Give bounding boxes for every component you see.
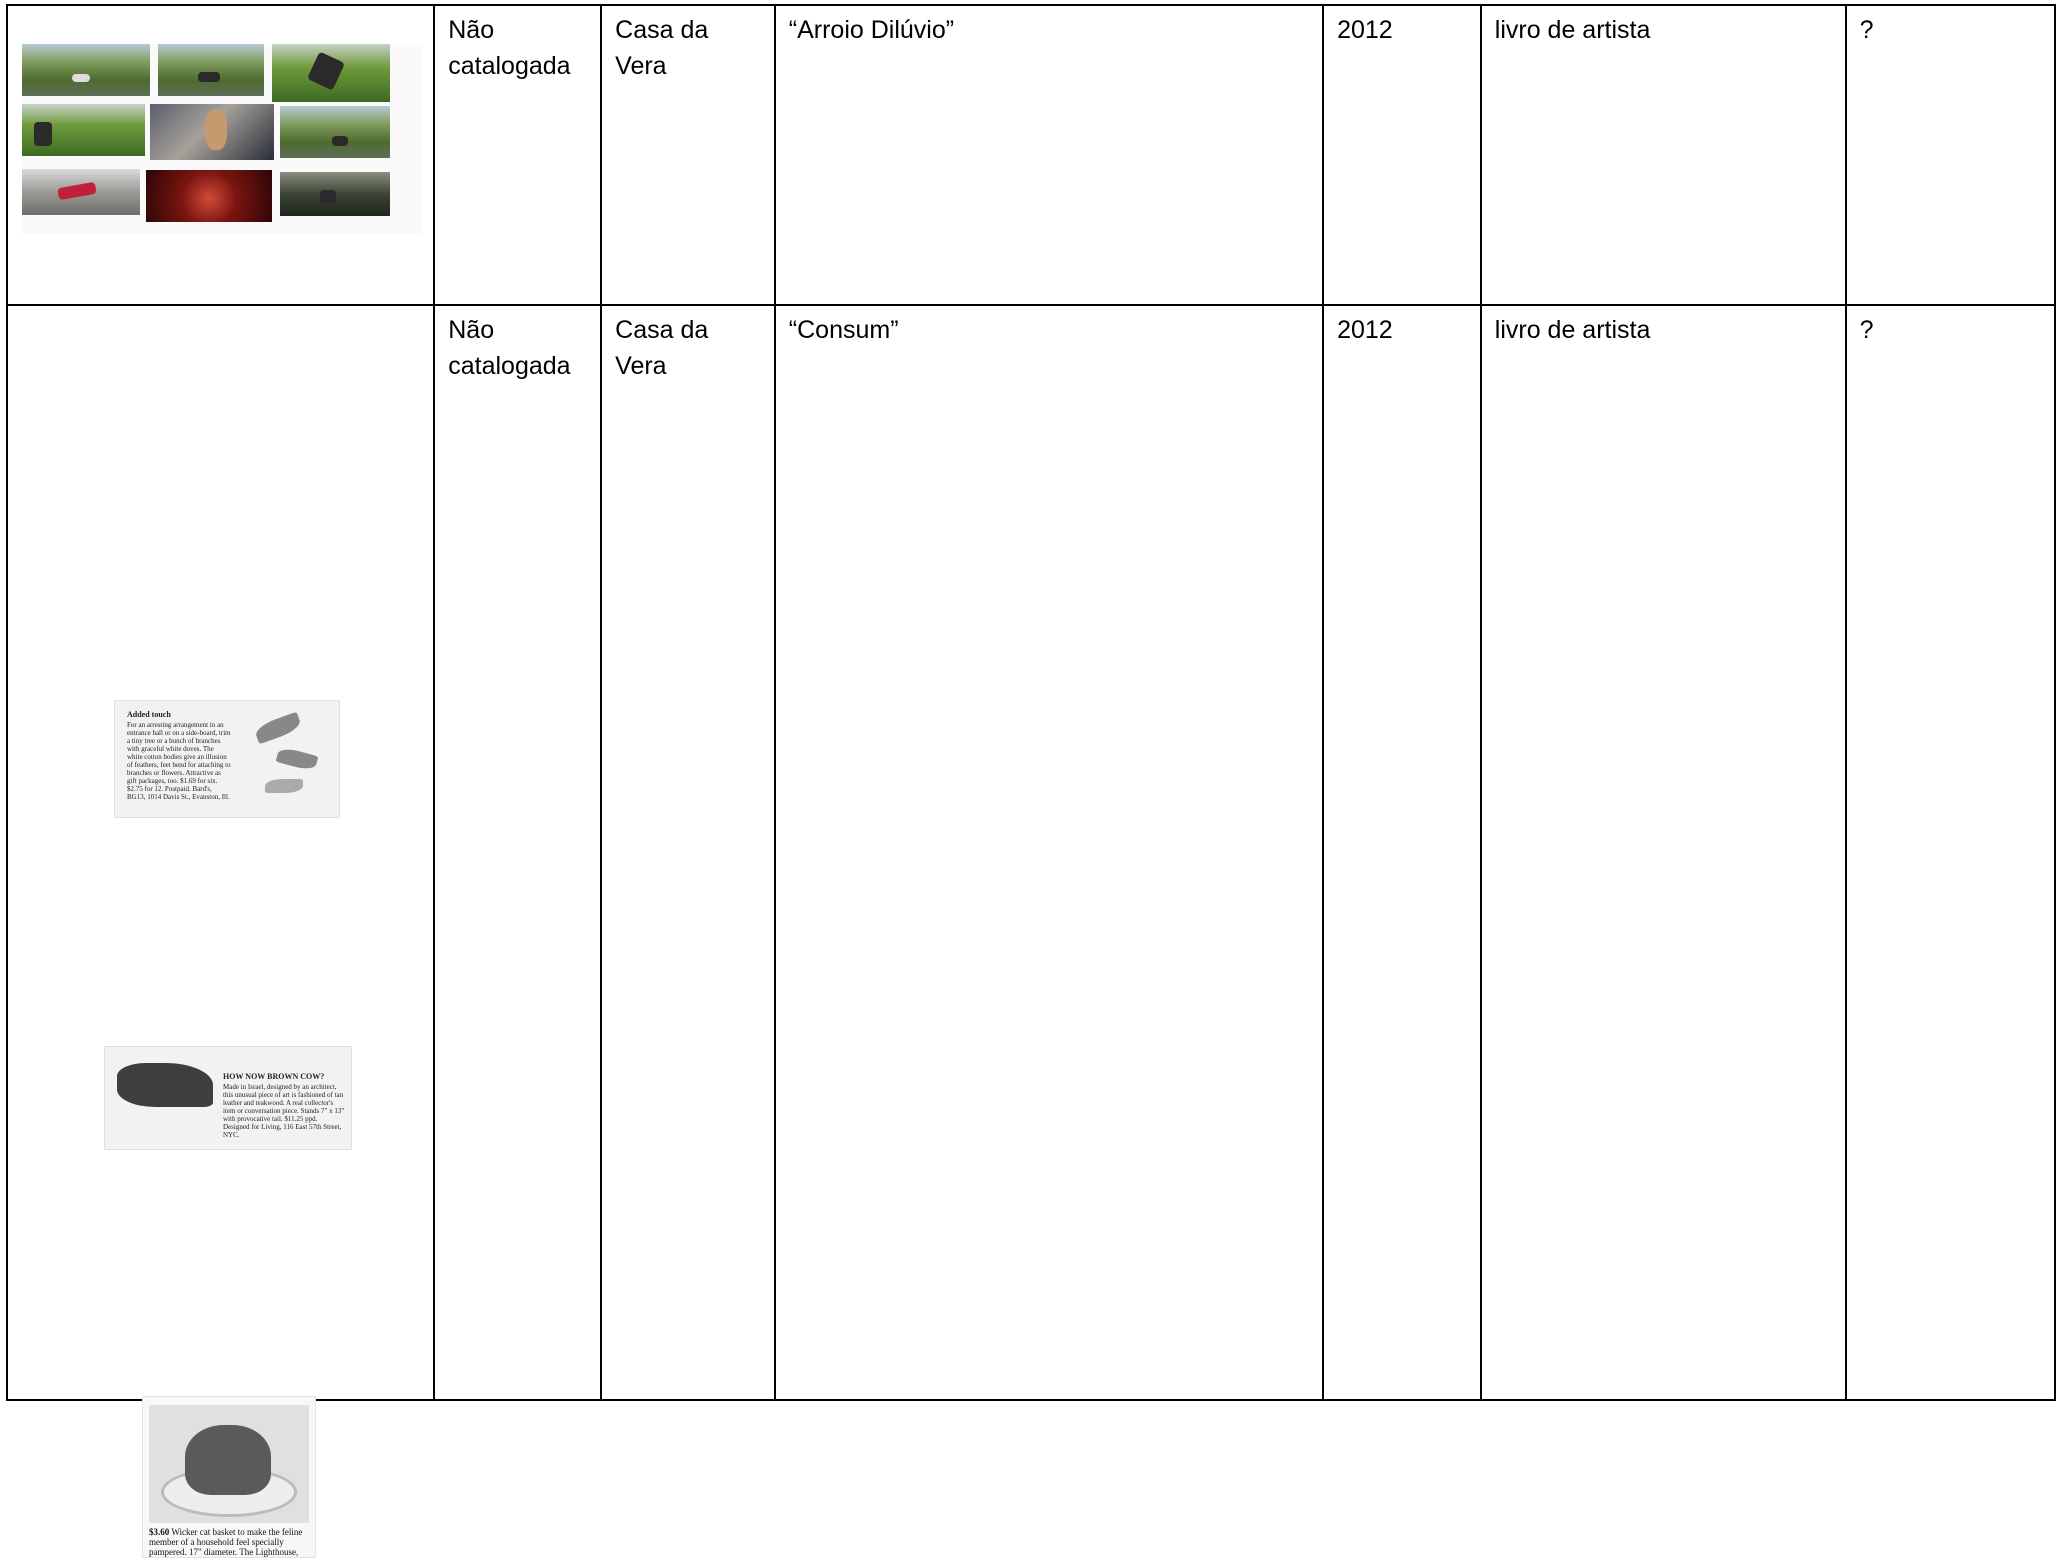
extra-cell: ?	[1846, 5, 2055, 305]
year-cell: 2012	[1323, 305, 1481, 1400]
title-cell: “Arroio Dilúvio”	[775, 5, 1323, 305]
collage-photo	[158, 44, 264, 96]
clipping-text	[149, 1527, 309, 1557]
clipping-text: For an arresting arrangement in an entrance hall or on a side-board, trim a tiny tree or a bunch of branches with graceful white doves. The white cotton bodies give an illusion of feathers, feet bend for attaching to branches or flowers. Attractive as gift packages, too. $1.69 for six. $2.75 for 12. Postpaid. Bard's, BG13, 1014 Davis St., Evanston, Ill.	[127, 721, 231, 801]
title-cell: “Consum”	[775, 305, 1323, 1400]
status-cell: Não catalogada	[434, 305, 601, 1400]
extra-cell: ?	[1846, 305, 2055, 1400]
collage-photo	[22, 104, 145, 156]
car-in-creek-photo-collage	[22, 44, 422, 234]
catalog-table	[6, 4, 2056, 1557]
collage-photo	[146, 170, 272, 222]
collage-photo	[22, 169, 140, 215]
price-label: $3.60	[149, 1527, 170, 1537]
clipping-heading: Added touch	[127, 710, 171, 719]
clipping-heading: HOW NOW BROWN COW?	[223, 1072, 325, 1081]
image-cell	[7, 305, 434, 1557]
clipping-text: Made in Israel, designed by an architect, this unusual piece of art is fashioned of tan leather and teakwood. A real collector's item or conversation piece. Stands 7" x 13" with provocative tail. $11.25 ppd. Designed for Living, 116 East 57th Street, NYC.	[223, 1083, 345, 1139]
collage-photo	[280, 106, 390, 158]
type-cell: livro de artista	[1481, 5, 1846, 305]
table-row	[7, 305, 2055, 1400]
wicker-cat-basket-clipping	[142, 1396, 316, 1558]
bird-illustration	[253, 712, 302, 745]
table-row	[7, 5, 2055, 305]
location-cell: Casa da Vera	[601, 305, 775, 1400]
collage-photo	[22, 44, 150, 96]
location-cell: Casa da Vera	[601, 5, 775, 305]
image-cell	[7, 5, 434, 305]
bird-illustration	[265, 779, 303, 793]
collage-photo	[272, 44, 390, 102]
cat-photo	[149, 1405, 309, 1523]
how-now-brown-cow-clipping	[104, 1046, 352, 1150]
leather-cow-illustration	[117, 1063, 213, 1107]
bird-illustration	[276, 746, 319, 772]
cat-illustration	[185, 1425, 271, 1495]
status-cell: Não catalogada	[434, 5, 601, 305]
collage-photo	[150, 104, 274, 160]
collage-photo	[280, 172, 390, 216]
year-cell: 2012	[1323, 5, 1481, 305]
added-touch-clipping	[114, 700, 340, 818]
type-cell: livro de artista	[1481, 305, 1846, 1400]
clipping-body: Wicker cat basket to make the feline member of a household feel specially pampered. 17" diameter. The Lighthouse,	[149, 1527, 303, 1557]
